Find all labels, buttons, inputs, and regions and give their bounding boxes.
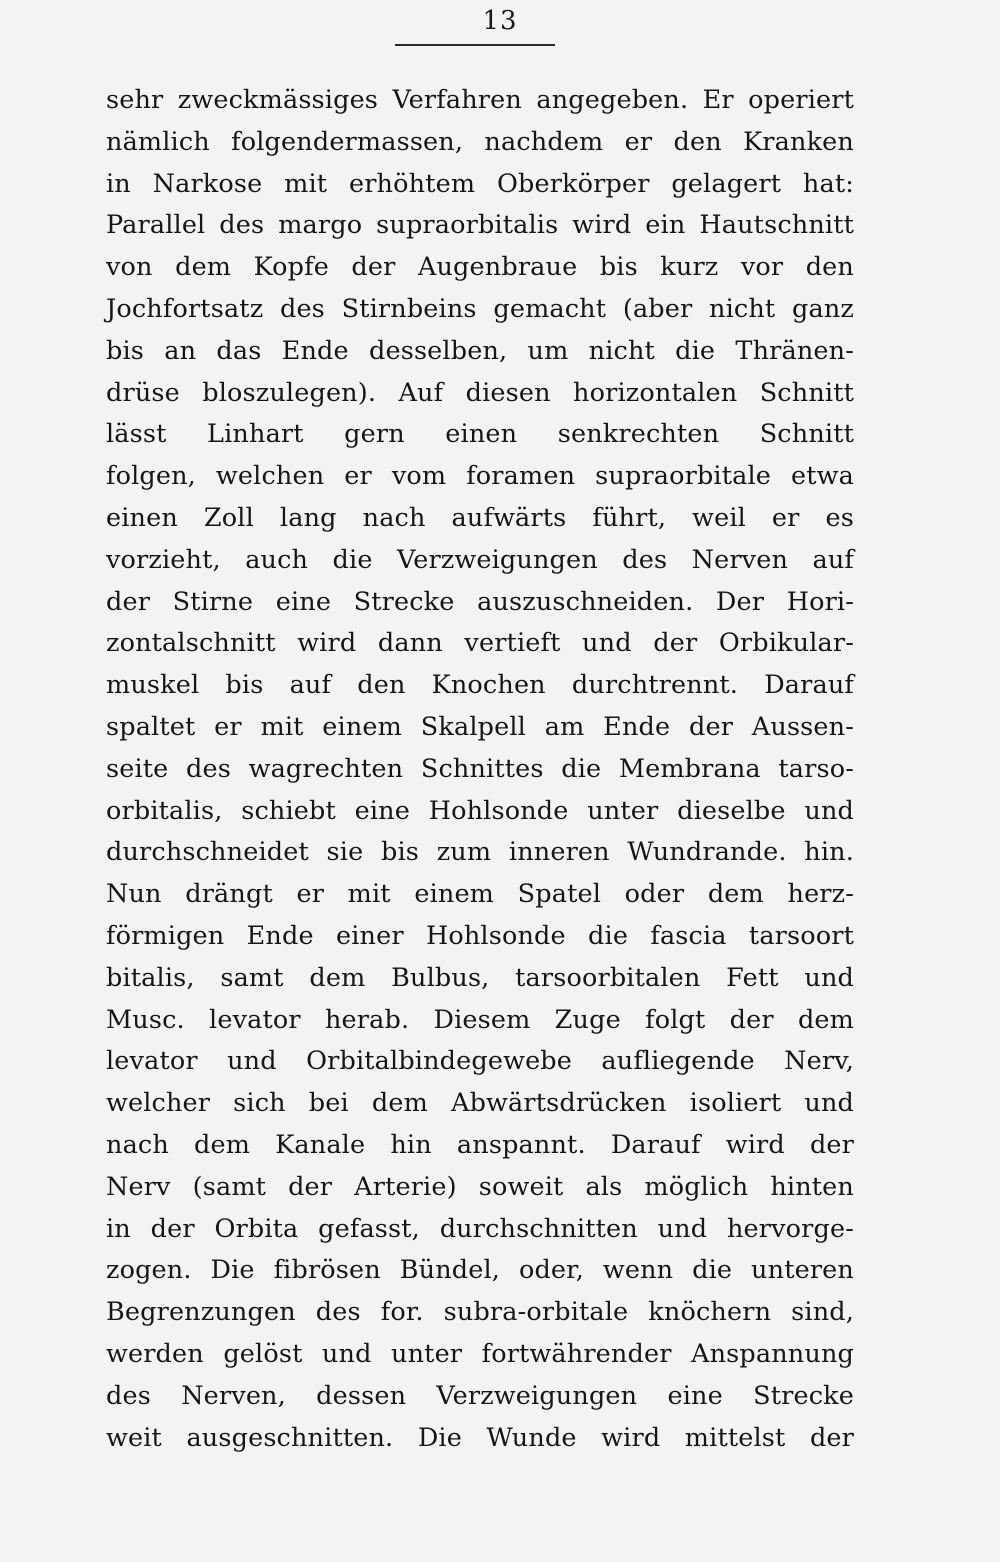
text-line: orbitalis, schiebt eine Hohlsonde unter dieselbe und	[106, 795, 854, 826]
text-line: Parallel des margo supraorbitalis wird ein Hautschnitt	[106, 210, 854, 241]
body-paragraph	[106, 80, 854, 1459]
text-line: Nerv (samt der Arterie) soweit als möglich hinten	[106, 1171, 854, 1202]
text-line: Jochfortsatz des Stirnbeins gemacht (aber nicht ganz	[106, 293, 854, 324]
text-line: zogen. Die fibrösen Bündel, oder, wenn die unteren	[106, 1255, 854, 1286]
text-line: bitalis, samt dem Bulbus, tarsoorbitalen Fett und	[106, 962, 854, 993]
text-line: werden gelöst und unter fortwährender Anspannung	[106, 1338, 854, 1369]
text-line: sehr zweckmässiges Verfahren angegeben. Er operiert	[106, 85, 854, 115]
text-line: nach dem Kanale hin anspannt. Darauf wird der	[106, 1129, 854, 1160]
text-line: von dem Kopfe der Augenbraue bis kurz vor den	[106, 252, 854, 283]
text-line: folgen, welchen er vom foramen supraorbitale etwa	[106, 461, 854, 492]
text-line: bis an das Ende desselben, um nicht die Thränen-	[106, 335, 854, 366]
text-line: zontalschnitt wird dann vertieft und der Orbikular-	[106, 628, 854, 659]
text-line: nämlich folgendermassen, nachdem er den Kranken	[106, 126, 854, 157]
text-line: drüse bloszulegen). Auf diesen horizontalen Schnitt	[106, 377, 854, 408]
text-line: Nun drängt er mit einem Spatel oder dem herz-	[106, 879, 854, 910]
text-line: seite des wagrechten Schnittes die Membrana tarso-	[106, 753, 854, 784]
text-line: muskel bis auf den Knochen durchtrennt. Darauf	[106, 670, 854, 701]
page-number: 13	[482, 6, 518, 36]
text-line: weit ausgeschnitten. Die Wunde wird mittelst der	[106, 1422, 854, 1453]
text-line: Musc. levator herab. Diesem Zuge folgt der dem	[106, 1004, 854, 1035]
text-line: in der Orbita gefasst, durchschnitten und hervorge-	[106, 1213, 854, 1244]
text-line: der Stirne eine Strecke auszuschneiden. Der Hori-	[106, 586, 854, 617]
text-line: Begrenzungen des for. subra-orbitale knöchern sind,	[106, 1297, 854, 1328]
text-line: durchschneidet sie bis zum inneren Wundrande. hin.	[106, 837, 854, 868]
text-line: spaltet er mit einem Skalpell am Ende der Aussen-	[106, 711, 854, 742]
text-line: in Narkose mit erhöhtem Oberkörper gelagert hat:	[106, 168, 854, 199]
header-rule	[395, 44, 555, 46]
text-line: lässt Linhart gern einen senkrechten Schnitt	[106, 419, 854, 450]
text-line: förmigen Ende einer Hohlsonde die fascia tarsoort	[106, 920, 854, 951]
text-line: levator und Orbitalbindegewebe aufliegende Nerv,	[106, 1046, 854, 1077]
text-line: vorzieht, auch die Verzweigungen des Nerven auf	[106, 544, 854, 575]
text-line: welcher sich bei dem Abwärtsdrücken isoliert und	[106, 1088, 854, 1119]
text-line: des Nerven, dessen Verzweigungen eine Strecke	[106, 1380, 854, 1411]
text-line: einen Zoll lang nach aufwärts führt, weil er es	[106, 502, 854, 533]
